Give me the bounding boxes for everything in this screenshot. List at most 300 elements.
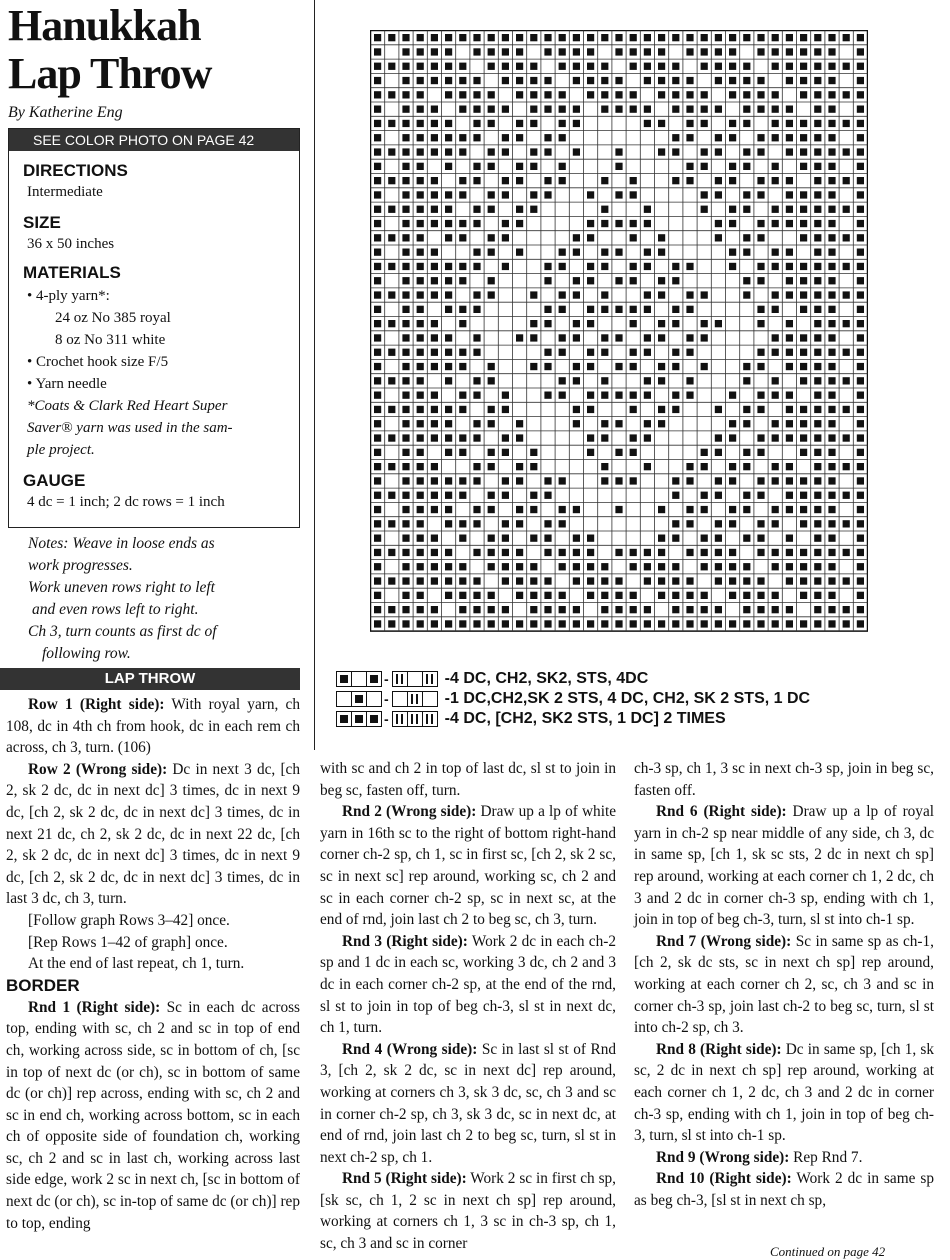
grid-cell-filled [473, 392, 480, 399]
grid-cell-filled [828, 263, 835, 270]
grid-cell-filled [800, 148, 807, 155]
grid-cell-filled [516, 177, 523, 184]
grid-cell-filled [374, 377, 381, 384]
grid-cell-filled [544, 77, 551, 84]
grid-cell-filled [686, 506, 693, 513]
grid-cell-filled [843, 120, 850, 127]
grid-cell-filled [473, 334, 480, 341]
column-1 [6, 694, 300, 1234]
grid-cell-filled [828, 320, 835, 327]
grid-cell-filled [445, 434, 452, 441]
grid-cell-filled [488, 363, 495, 370]
grid-cell-filled [828, 506, 835, 513]
grid-cell-filled [431, 577, 438, 584]
grid-cell-filled [814, 492, 821, 499]
grid-cell-filled [587, 449, 594, 456]
grid-cell-filled [786, 349, 793, 356]
grid-cell-filled [516, 34, 523, 41]
grid-cell-filled [516, 163, 523, 170]
grid-cell-filled [715, 234, 722, 241]
grid-cell-filled [516, 549, 523, 556]
grid-cell-filled [786, 134, 793, 141]
grid-cell-filled [573, 549, 580, 556]
grid-cell-filled [473, 477, 480, 484]
material-yarn: • 4-ply yarn*: [27, 288, 110, 304]
grid-cell-filled [729, 206, 736, 213]
grid-cell-filled [715, 606, 722, 613]
grid-cell-filled [559, 520, 566, 527]
grid-cell-filled [857, 434, 864, 441]
grid-cell-filled [828, 234, 835, 241]
grid-cell-filled [772, 434, 779, 441]
grid-cell-filled [857, 492, 864, 499]
grid-cell-filled [544, 492, 551, 499]
grid-cell-filled [672, 134, 679, 141]
grid-cell-filled [757, 177, 764, 184]
grid-cell-filled [630, 477, 637, 484]
grid-cell-filled [601, 77, 608, 84]
grid-cell-filled [686, 377, 693, 384]
grid-cell-filled [431, 220, 438, 227]
grid-cell-filled [857, 449, 864, 456]
grid-cell-filled [587, 306, 594, 313]
grid-cell-filled [800, 592, 807, 599]
grid-cell-filled [374, 620, 381, 627]
grid-cell-filled [601, 434, 608, 441]
grid-cell-filled [488, 106, 495, 113]
grid-cell-filled [587, 91, 594, 98]
grid-cell-filled [544, 535, 551, 542]
grid-cell-filled [800, 420, 807, 427]
material-royal: 24 oz No 385 royal [55, 310, 171, 326]
grid-cell-filled [573, 77, 580, 84]
grid-cell-filled [672, 177, 679, 184]
grid-cell-filled [757, 549, 764, 556]
grid-cell-filled [502, 492, 509, 499]
grid-cell-filled [800, 492, 807, 499]
grid-cell-filled [658, 320, 665, 327]
grid-cell-filled [686, 91, 693, 98]
grid-cell-filled [544, 477, 551, 484]
grid-cell-filled [374, 492, 381, 499]
grid-cell-filled [502, 449, 509, 456]
grid-cell-filled [402, 535, 409, 542]
grid-cell-filled [772, 549, 779, 556]
grid-cell-filled [502, 263, 509, 270]
grid-cell-filled [630, 191, 637, 198]
grid-cell-filled [417, 291, 424, 298]
grid-cell-filled [516, 463, 523, 470]
grid-cell-filled [544, 620, 551, 627]
grid-cell-filled [502, 77, 509, 84]
grid-cell-filled [374, 263, 381, 270]
grid-cell-filled [374, 91, 381, 98]
grid-cell-filled [402, 406, 409, 413]
grid-cell-filled [544, 306, 551, 313]
grid-cell-filled [445, 220, 452, 227]
grid-cell-filled [459, 63, 466, 70]
grid-cell-filled [686, 263, 693, 270]
grid-cell-filled [644, 48, 651, 55]
grid-cell-filled [814, 392, 821, 399]
grid-cell-filled [701, 592, 708, 599]
grid-cell-filled [800, 434, 807, 441]
grid-cell-filled [672, 277, 679, 284]
grid-cell-filled [800, 134, 807, 141]
grid-cell-filled [644, 434, 651, 441]
grid-cell-filled [431, 177, 438, 184]
grid-cell-filled [786, 291, 793, 298]
grid-cell-filled [445, 377, 452, 384]
grid-cell-filled [431, 477, 438, 484]
grid-cell-filled [757, 620, 764, 627]
grid-cell-filled [843, 206, 850, 213]
grid-cell-filled [658, 535, 665, 542]
grid-cell-filled [530, 606, 537, 613]
grid-cell-filled [658, 577, 665, 584]
grid-cell-filled [786, 477, 793, 484]
grid-cell-filled [715, 535, 722, 542]
grid-cell-filled [857, 520, 864, 527]
grid-cell-filled [601, 206, 608, 213]
grid-cell-filled [445, 563, 452, 570]
grid-cell-filled [402, 120, 409, 127]
grid-cell-filled [559, 592, 566, 599]
grid-cell-filled [814, 349, 821, 356]
grid-cell-filled [786, 148, 793, 155]
grid-cell-filled [459, 77, 466, 84]
grid-cell-filled [559, 91, 566, 98]
grid-cell-filled [843, 606, 850, 613]
grid-cell-filled [374, 291, 381, 298]
grid-cell-filled [431, 349, 438, 356]
grid-cell-filled [417, 463, 424, 470]
grid-cell-filled [630, 306, 637, 313]
grid-cell-filled [502, 234, 509, 241]
note-line: and even rows left to right. [32, 601, 199, 618]
grid-cell-filled [402, 134, 409, 141]
grid-cell-filled [374, 177, 381, 184]
grid-cell-filled [729, 120, 736, 127]
grid-cell-filled [417, 34, 424, 41]
grid-cell-filled [587, 392, 594, 399]
legend-swatch-stitch [392, 711, 437, 727]
grid-cell-filled [402, 320, 409, 327]
grid-cell-filled [701, 48, 708, 55]
note-line: following row. [42, 645, 131, 662]
grid-cell-filled [544, 577, 551, 584]
grid-cell-filled [630, 177, 637, 184]
grid-cell-filled [743, 506, 750, 513]
grid-cell-filled [530, 191, 537, 198]
grid-cell-filled [488, 549, 495, 556]
grid-cell-filled [488, 463, 495, 470]
grid-cell-filled [814, 320, 821, 327]
grid-cell-filled [445, 406, 452, 413]
grid-cell-filled [445, 163, 452, 170]
grid-cell-filled [488, 191, 495, 198]
grid-cell-filled [686, 606, 693, 613]
size-text: 36 x 50 inches [27, 236, 115, 252]
grid-cell-filled [374, 206, 381, 213]
grid-cell-filled [786, 48, 793, 55]
note-line: Ch 3, turn counts as first dc of [28, 623, 217, 640]
grid-cell-filled [488, 91, 495, 98]
grid-cell-filled [757, 606, 764, 613]
grid-cell-filled [630, 106, 637, 113]
grid-cell-filled [573, 277, 580, 284]
grid-cell-filled [672, 34, 679, 41]
grid-cell-filled [530, 320, 537, 327]
grid-cell-filled [630, 606, 637, 613]
grid-cell-filled [857, 477, 864, 484]
grid-cell-filled [857, 406, 864, 413]
grid-cell-filled [473, 306, 480, 313]
grid-cell-filled [459, 606, 466, 613]
grid-cell-filled [686, 549, 693, 556]
grid-cell-filled [857, 148, 864, 155]
grid-cell-filled [502, 406, 509, 413]
grid-cell-filled [417, 177, 424, 184]
grid-cell-filled [857, 535, 864, 542]
grid-cell-filled [402, 263, 409, 270]
grid-cell-filled [417, 120, 424, 127]
grid-cell-filled [658, 377, 665, 384]
grid-cell-filled [374, 48, 381, 55]
grid-cell-filled [445, 234, 452, 241]
grid-cell-filled [559, 477, 566, 484]
grid-cell-filled [715, 148, 722, 155]
grid-cell-filled [686, 592, 693, 599]
grid-cell-filled [814, 263, 821, 270]
grid-cell-filled [530, 148, 537, 155]
grid-cell-filled [502, 563, 509, 570]
grid-cell-filled [800, 120, 807, 127]
grid-cell-filled [417, 535, 424, 542]
grid-cell-filled [786, 434, 793, 441]
grid-cell-filled [459, 535, 466, 542]
grid-cell-filled [445, 520, 452, 527]
grid-cell-filled [786, 563, 793, 570]
grid-cell-filled [772, 34, 779, 41]
grid-cell-filled [374, 220, 381, 227]
grid-cell-filled [672, 106, 679, 113]
material-note-2: Saver® yarn was used in the sam- [27, 420, 233, 436]
grid-cell-filled [615, 363, 622, 370]
grid-cell-filled [828, 563, 835, 570]
grid-cell-filled [800, 34, 807, 41]
grid-cell-filled [757, 434, 764, 441]
grid-cell-filled [573, 406, 580, 413]
grid-cell-filled [786, 120, 793, 127]
grid-cell-filled [402, 506, 409, 513]
grid-cell-filled [772, 377, 779, 384]
grid-cell-filled [417, 606, 424, 613]
grid-cell-filled [772, 120, 779, 127]
grid-cell-filled [743, 492, 750, 499]
grid-cell-filled [772, 177, 779, 184]
grid-cell-filled [374, 520, 381, 527]
grid-cell-filled [615, 277, 622, 284]
grid-cell-filled [686, 120, 693, 127]
grid-cell-filled [473, 106, 480, 113]
grid-cell-filled [488, 592, 495, 599]
grid-cell-filled [587, 406, 594, 413]
grid-cell-filled [672, 363, 679, 370]
grid-cell-filled [488, 277, 495, 284]
grid-cell-filled [814, 106, 821, 113]
grid-cell-filled [502, 535, 509, 542]
grid-cell-filled [857, 377, 864, 384]
grid-cell-filled [701, 334, 708, 341]
grid-cell-filled [715, 134, 722, 141]
grid-cell-filled [672, 535, 679, 542]
grid-cell-filled [729, 549, 736, 556]
grid-cell-filled [573, 606, 580, 613]
grid-cell-filled [502, 577, 509, 584]
grid-cell-filled [544, 48, 551, 55]
grid-cell-filled [388, 177, 395, 184]
grid-cell-filled [743, 249, 750, 256]
grid-cell-filled [417, 234, 424, 241]
grid-cell-filled [615, 148, 622, 155]
grid-cell-filled [729, 77, 736, 84]
grid-cell-filled [715, 320, 722, 327]
grid-cell-filled [814, 535, 821, 542]
grid-cell-filled [828, 134, 835, 141]
grid-cell-filled [658, 91, 665, 98]
grid-cell-filled [786, 34, 793, 41]
grid-cell-filled [402, 449, 409, 456]
grid-cell-filled [644, 77, 651, 84]
grid-cell-filled [701, 34, 708, 41]
grid-cell-filled [686, 349, 693, 356]
grid-cell-filled [644, 306, 651, 313]
grid-cell-filled [530, 291, 537, 298]
grid-cell-filled [388, 620, 395, 627]
grid-cell-filled [800, 520, 807, 527]
grid-cell-filled [559, 177, 566, 184]
grid-cell-filled [672, 148, 679, 155]
grid-cell-filled [857, 349, 864, 356]
grid-cell-filled [857, 206, 864, 213]
grid-cell-filled [715, 106, 722, 113]
grid-cell-filled [630, 263, 637, 270]
grid-cell-filled [417, 334, 424, 341]
grid-cell-filled [800, 577, 807, 584]
grid-cell-filled [601, 91, 608, 98]
grid-cell-filled [857, 134, 864, 141]
grid-cell-filled [388, 434, 395, 441]
materials-heading: MATERIALS [23, 263, 121, 282]
grid-cell-filled [530, 506, 537, 513]
grid-cell-filled [715, 477, 722, 484]
grid-cell-filled [417, 592, 424, 599]
grid-cell-filled [828, 492, 835, 499]
grid-cell-filled [502, 606, 509, 613]
grid-cell-filled [743, 291, 750, 298]
grid-cell-filled [615, 549, 622, 556]
grid-cell-filled [814, 306, 821, 313]
grid-cell-filled [672, 606, 679, 613]
grid-cell-filled [658, 291, 665, 298]
grid-cell-filled [516, 91, 523, 98]
grid-cell-filled [402, 463, 409, 470]
grid-cell-filled [587, 63, 594, 70]
grid-cell-filled [828, 377, 835, 384]
grid-cell-filled [786, 334, 793, 341]
grid-cell-filled [601, 291, 608, 298]
grid-cell-filled [544, 106, 551, 113]
grid-cell-filled [530, 592, 537, 599]
grid-cell-filled [559, 606, 566, 613]
grid-cell-filled [473, 249, 480, 256]
grid-cell-filled [857, 577, 864, 584]
grid-cell-filled [601, 620, 608, 627]
grid-cell-filled [374, 306, 381, 313]
grid-cell-filled [630, 549, 637, 556]
grid-cell-filled [658, 77, 665, 84]
grid-cell-filled [530, 492, 537, 499]
grid-cell-filled [814, 577, 821, 584]
grid-cell-filled [473, 48, 480, 55]
grid-cell-filled [814, 134, 821, 141]
grid-cell-filled [615, 77, 622, 84]
grid-cell-filled [843, 91, 850, 98]
grid-cell-filled [729, 520, 736, 527]
legend-label-1: -4 DC, CH2, SK2, STS, 4DC [444, 670, 649, 687]
grid-cell-filled [828, 220, 835, 227]
grid-cell-filled [857, 363, 864, 370]
grid-cell-filled [402, 434, 409, 441]
grid-cell-filled [672, 577, 679, 584]
grid-cell-filled [757, 449, 764, 456]
grid-cell-filled [559, 620, 566, 627]
grid-cell-filled [828, 463, 835, 470]
grid-cell-filled [743, 377, 750, 384]
grid-cell-filled [800, 277, 807, 284]
grid-cell-filled [374, 277, 381, 284]
grid-cell-filled [658, 148, 665, 155]
grid-cell-filled [402, 492, 409, 499]
grid-cell-filled [729, 134, 736, 141]
grid-cell-filled [417, 477, 424, 484]
border-rnd-2: Rnd 2 (Wrong side): Draw up a lp of white yarn in 16th sc to the right of bottom right-hand corner ch-2 sp, ch 1, sc in first sc, [ch 2, sk 2 sc, sc in next sc] rep around, working sc, ch 2 and sc in each corner ch-2 sp, sc in next sc, at the end of rnd, join last ch 2 to beg sc, ch 3, turn. [320, 803, 616, 929]
grid-cell-filled [630, 349, 637, 356]
grid-cell-filled [431, 334, 438, 341]
grid-cell-filled [488, 492, 495, 499]
grid-cell-filled [459, 234, 466, 241]
grid-cell-filled [601, 63, 608, 70]
grid-cell-filled [502, 392, 509, 399]
title-line-2: Lap Throw [8, 49, 212, 98]
grid-cell-filled [701, 363, 708, 370]
grid-cell-filled [587, 191, 594, 198]
grid-cell-filled [658, 406, 665, 413]
grid-cell-filled [701, 120, 708, 127]
grid-cell-filled [459, 306, 466, 313]
grid-cell-filled [672, 263, 679, 270]
grid-cell-filled [488, 48, 495, 55]
grid-cell-filled [672, 406, 679, 413]
grid-cell-filled [644, 249, 651, 256]
grid-cell-filled [857, 306, 864, 313]
grid-cell-filled [814, 148, 821, 155]
grid-cell-filled [473, 620, 480, 627]
grid-cell-filled [459, 449, 466, 456]
grid-cell-filled [417, 249, 424, 256]
grid-cell-filled [573, 563, 580, 570]
